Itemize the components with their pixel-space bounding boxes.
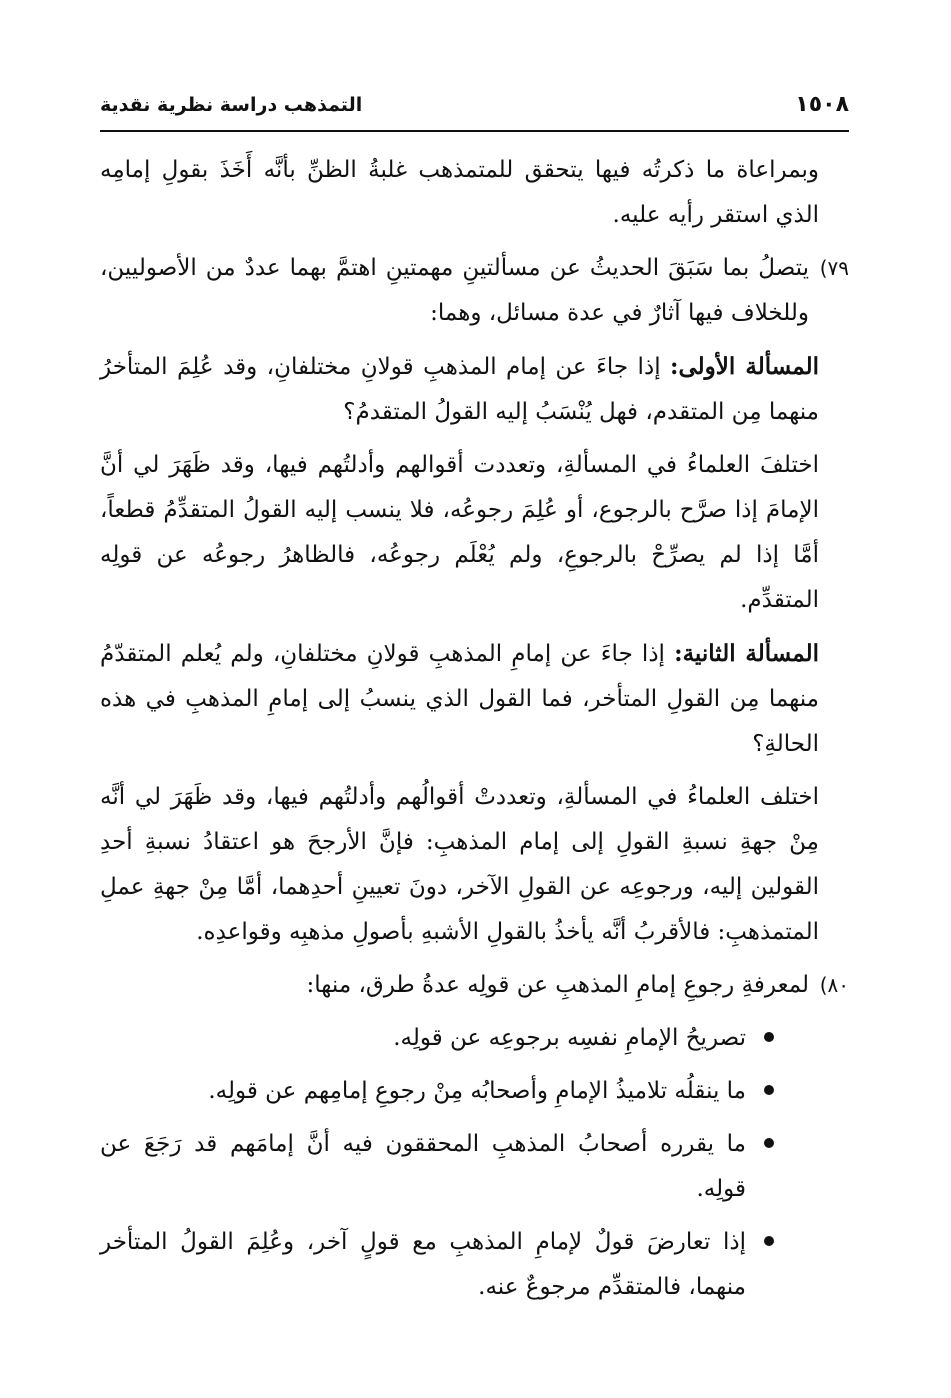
list-item [100, 1220, 774, 1310]
list-item-text: ما يقرره أصحابُ المذهبِ المحققون فيه أنَّ إمامَهم قد رَجَعَ عن قولِه. [100, 1131, 746, 1202]
list-item-text: تصريحُ الإمامِ نفسِه برجوعِه عن قولِه. [393, 1025, 746, 1051]
issue-2-label: المسألة الثانية: [674, 640, 819, 667]
intro-paragraph: وبمراعاة ما ذكرتُه فيها يتحقق للمتمذهب غلبةُ الظنِّ بأنَّه أَخَذَ بقولِ إمامِه الذي استقر رأيه عليه. [100, 157, 819, 228]
list-item [100, 1069, 774, 1114]
list-item-text: إذا تعارضَ قولٌ لإمامِ المذهبِ مع قولٍ آخر، وعُلِمَ القولُ المتأخر منهما، فالمتقدِّم مرجوعٌ عنه. [100, 1229, 746, 1300]
bullet-icon [764, 1138, 774, 1148]
issue-2-question-text: إذا جاءَ عن إمامِ المذهبِ قولانِ مختلفانِ، ولم يُعلم المتقدّمُ منهما مِن القولِ المتأخر، فما القول الذي ينسبُ إلى إمامِ المذهبِ في هذه الحالةِ؟ [100, 641, 819, 757]
issue-1-question [100, 344, 819, 435]
bullet-icon [764, 1085, 774, 1095]
issue-1-label: المسألة الأولى: [670, 353, 819, 380]
list-item [100, 1122, 774, 1212]
running-title: التمذهب دراسة نظرية نقدية [100, 94, 363, 116]
issue-2-question [100, 631, 819, 767]
page-body [100, 148, 849, 1318]
methods-list [100, 1016, 774, 1310]
page-number: ١٥٠٨ [795, 92, 849, 117]
page-header [100, 90, 849, 132]
list-item-text: ما ينقلُه تلاميذُ الإمامِ وأصحابُه مِنْ رجوعِ إمامِهم عن قولِه. [208, 1078, 746, 1104]
footnote-number: ٨٠) [819, 973, 849, 997]
issue-2-answer: اختلف العلماءُ في المسألةِ، وتعددتْ أقوالُهم وأدلتُهم فيها، وقد ظَهَرَ لي أنَّه مِنْ جهةِ نسبةِ القولِ إلى إمام المذهبِ: فإنَّ الأرجحَ هو اعتقادُ نسبةِ أحدِ القولين إليه، ورجوعِه عن القولِ الآخر، دونَ تعيينِ أحدِهما، أمَّا مِنْ جهةِ عملِ المتمذهبِ: فالأقربُ أنَّه يأخذُ بالقولِ الأشبهِ بأصولِ مذهبِه وقواعدِه. [100, 784, 819, 945]
bullet-icon [764, 1032, 774, 1042]
footnote-text: يتصلُ بما سَبَقَ الحديثُ عن مسألتينِ مهمتينِ اهتمَّ بهما عددٌ من الأصوليين، وللخلاف فيها آثارٌ في عدة مسائل، وهما: [100, 255, 809, 326]
issue-1-answer: اختلفَ العلماءُ في المسألةِ، وتعددت أقوالهم وأدلتُهم فيها، وقد ظَهَرَ لي أنَّ الإمامَ إذا صرَّح بالرجوع، أو عُلِمَ رجوعُه، فلا ينسب إليه القولُ المتقدِّمُ قطعاً، أمَّا إذا لم يصرِّحْ بالرجوعِ، ولم يُعْلَم رجوعُه، فالظاهرُ رجوعُه عن قولِه المتقدِّم. [100, 452, 819, 613]
issue-1-question-text: إذا جاءَ عن إمام المذهبِ قولانِ مختلفانِ، وقد عُلِمَ المتأخرُ منهما مِن المتقدم، فهل يُنْسَبُ إليه القولُ المتقدمُ؟ [100, 354, 819, 425]
footnote-text: لمعرفةِ رجوعِ إمامِ المذهبِ عن قولِه عدةُ طرق، منها: [306, 972, 809, 998]
footnote-80 [100, 963, 849, 1008]
list-item [100, 1016, 774, 1061]
footnote-79 [100, 246, 849, 336]
footnote-number: ٧٩) [819, 256, 849, 280]
bullet-icon [764, 1236, 774, 1246]
